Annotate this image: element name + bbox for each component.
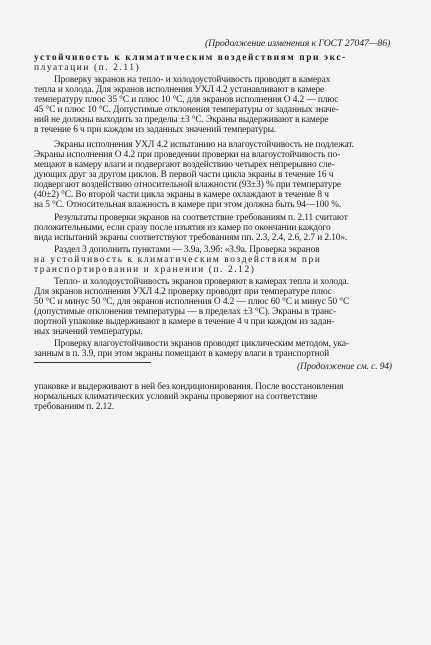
text-line: положительными, если сразу после изъятия из камер по окончании каждого — [34, 223, 331, 233]
page-header: (Продолжение изменения к ГОСТ 27047—86) — [205, 38, 391, 49]
text-line: плуатации (п. 2.11) — [34, 63, 141, 73]
text-line: устойчивость к климатическим воздействиям при экс- — [34, 53, 347, 63]
text-line: Для экранов исполнения УХЛ 4.2 проверку проводят при температуре плюс — [34, 287, 332, 297]
text-line: транспортировании и хранении (п. 2.12) — [34, 265, 256, 275]
text-line: Раздел 3 дополнить пунктами — 3.9а, 3.9б: «3.9а. Проверка экранов — [54, 245, 320, 255]
text-line: ний не должны выходить за пределы ±3 °С. Экраны выдерживают в камере — [34, 115, 329, 125]
text-line: температуру плюс 35 °С и плюс 10 °С, для экранов исполнения О 4.2 — плюс — [34, 95, 339, 105]
text-line: Проверку влагоустойчивости экранов проводят циклическим методом, ука- — [54, 339, 349, 349]
text-line: упаковке и выдерживают в ней без кондиционирования. После восстановления — [34, 382, 344, 392]
text-line: вида испытаний экраны соответствуют требованиям пп. 2.3, 2.4, 2.6, 2.7 и 2.10». — [34, 233, 348, 243]
text-line: 45 °С и плюс 10 °С. Допустимые отклонения температуры от заданных значе- — [34, 105, 339, 115]
text-line: занным в п. 3.9, при этом экраны помещают в камеру влаги в транспортной — [34, 349, 329, 359]
text-line: нормальных климатических условий экраны проверяют на соответствие — [34, 392, 318, 402]
text-line: портной упаковке выдерживают в камере в течение 4 ч при каждом из задан- — [34, 317, 335, 327]
text-line: 50 °С и минус 50 °С, для экранов исполнения О 4.2 — плюс 60 °С и минус 50 °С — [34, 297, 350, 307]
text-line: Экраны исполнения УХЛ 4.2 испытанию на влагоустойчивость не подлежат. — [54, 140, 354, 150]
footnote-divider — [34, 362, 151, 363]
text-line: на 5 °С. Относительная влажность в камере при этом должна быть 94—100 %. — [34, 200, 342, 210]
text-line: требованиям п. 2.12. — [34, 402, 115, 412]
text-line: подвергают воздействию относительной влажности (93±3) % при температуре — [34, 180, 341, 190]
text-line: Результаты проверки экранов на соответствие требованиям п. 2.11 считают — [54, 213, 348, 223]
text-line: тепла и холода. Для экранов исполнения УХЛ 4.2 устанавливают в камере — [34, 85, 325, 95]
text-line: (40±2) °С. Во второй части цикла экраны в камере охлаждают в течение 8 ч — [34, 190, 329, 200]
text-line: Тепло- и холодоустойчивость экранов проверяют в камерах тепла и холода. — [54, 277, 349, 287]
text-line: на устойчивость к климатическим воздействиям при — [34, 255, 322, 265]
text-line: дующих друг за другом циклов. В первой части цикла экраны в течение 16 ч — [34, 170, 334, 180]
text-line: ных значений температуры. — [34, 327, 143, 337]
text-line: в течение 6 ч при каждом из заданных значений температуры. — [34, 125, 277, 135]
text-line: мещают в камеру влаги и подвергают воздействию четырех непрерывно сле- — [34, 160, 335, 170]
text-line: Проверку экранов на тепло- и холодоустойчивость проводят в камерах — [54, 75, 331, 85]
text-line: Экраны исполнения О 4.2 при проведении проверки на влагоустойчивость по- — [34, 150, 341, 160]
text-line: (допустимые отклонения температуры — в пределах ±3 °С). Экраны в транс- — [34, 307, 337, 317]
continuation-note: (Продолжение см. с. 94) — [297, 362, 392, 372]
